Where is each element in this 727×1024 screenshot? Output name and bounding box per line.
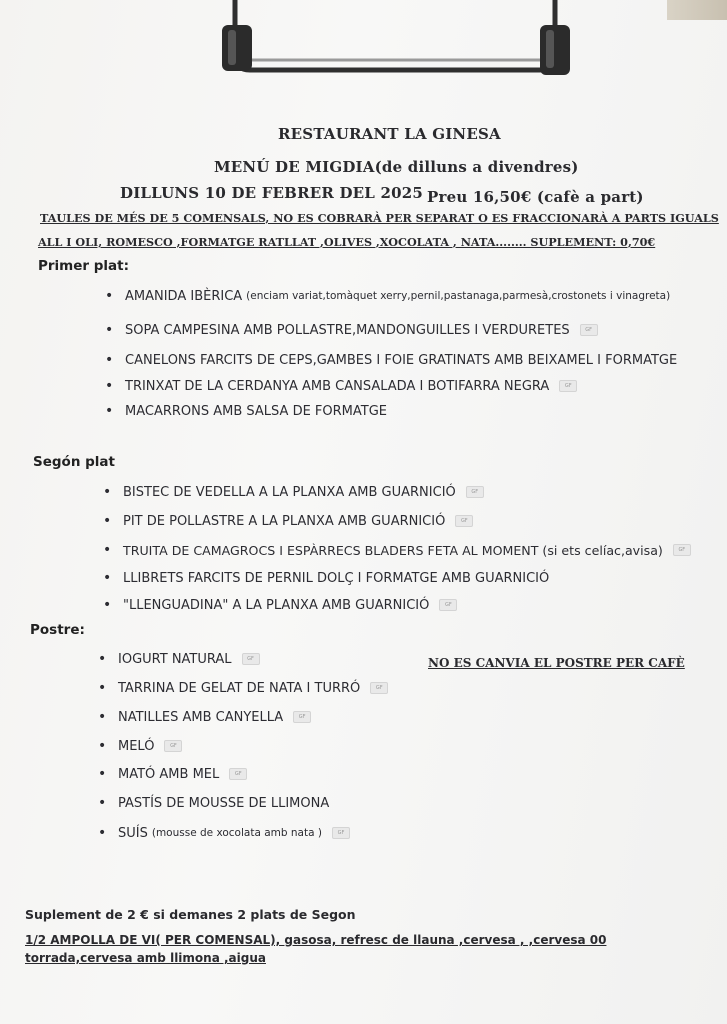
gluten-free-icon: GF <box>293 711 311 723</box>
gluten-free-icon: GF <box>370 682 388 694</box>
menu-date: DILLUNS 10 DE FEBRER DEL 2025 <box>120 184 424 202</box>
list-item: • SOPA CAMPESINA AMB POLLASTRE,MANDONGUILLES I VERDURETES GF <box>105 322 598 338</box>
list-item: • "LLENGUADINA" A LA PLANXA AMB GUARNICIÓ GF <box>103 597 457 613</box>
list-item: • TARRINA DE GELAT DE NATA I TURRÓ GF <box>98 680 388 696</box>
supplement-note: ALL I OLI, ROMESCO ,FORMATGE RATLLAT ,OLIVES ,XOCOLATA , NATA........ SUPLEMENT: 0,70€ <box>38 235 656 249</box>
bullet-icon: • <box>98 651 107 667</box>
bullet-icon: • <box>98 738 107 754</box>
bullet-icon: • <box>98 709 107 725</box>
list-item: • CANELONS FARCITS DE CEPS,GAMBES I FOIE GRATINATS AMB BEIXAMEL I FORMATGE <box>105 352 678 368</box>
menu-price: Preu 16,50€ (cafè a part) <box>427 188 644 206</box>
gluten-free-icon: GF <box>164 740 182 752</box>
list-item: • IOGURT NATURAL GF <box>98 651 260 667</box>
list-item: • BISTEC DE VEDELLA A LA PLANXA AMB GUARNICIÓ GF <box>103 484 484 500</box>
list-item: • MELÓ GF <box>98 738 182 754</box>
bullet-icon: • <box>103 484 112 500</box>
gluten-free-icon: GF <box>229 768 247 780</box>
list-item: • TRINXAT DE LA CERDANYA AMB CANSALADA I BOTIFARRA NEGRA GF <box>105 378 577 394</box>
gluten-free-icon: GF <box>559 380 577 392</box>
gluten-free-icon: GF <box>455 515 473 527</box>
section-postre: Postre: <box>30 622 85 638</box>
menu-title: MENÚ DE MIGDIA(de dilluns a divendres) <box>214 158 579 176</box>
list-item: • MACARRONS AMB SALSA DE FORMATGE <box>105 403 387 419</box>
drinks-line-1: 1/2 AMPOLLA DE VI( PER COMENSAL), gasosa, refresc de llauna ,cervesa , ,cervesa 00 <box>25 933 607 947</box>
bullet-icon: • <box>98 795 107 811</box>
list-item: • MATÓ AMB MEL GF <box>98 766 247 782</box>
list-item: • AMANIDA IBÈRICA (enciam variat,tomàquet xerry,pernil,pastanaga,parmesà,crostonets i vinagreta) <box>105 288 671 304</box>
bullet-icon: • <box>105 403 114 419</box>
section-primer: Primer plat: <box>38 258 130 274</box>
gluten-free-icon: GF <box>439 599 457 611</box>
bullet-icon: • <box>98 680 107 696</box>
gluten-free-icon: GF <box>242 653 260 665</box>
list-item: • NATILLES AMB CANYELLA GF <box>98 709 311 725</box>
bullet-icon: • <box>98 825 107 841</box>
list-item: • LLIBRETS FARCITS DE PERNIL DOLÇ I FORMATGE AMB GUARNICIÓ <box>103 570 550 586</box>
second-course-supplement: Suplement de 2 € si demanes 2 plats de Segon <box>25 907 356 922</box>
bullet-icon: • <box>105 352 114 368</box>
dessert-note: NO ES CANVIA EL POSTRE PER CAFÈ <box>428 656 685 670</box>
bullet-icon: • <box>98 766 107 782</box>
gluten-free-icon: GF <box>332 827 350 839</box>
bullet-icon: • <box>105 322 114 338</box>
gluten-free-icon: GF <box>580 324 598 336</box>
clipboard-clip <box>0 0 727 90</box>
list-item: • TRUITA DE CAMAGROCS I ESPÀRRECS BLADERS FETA AL MOMENT (si ets celíac,avisa) GF <box>103 542 691 558</box>
gluten-free-icon: GF <box>673 544 691 556</box>
restaurant-name: RESTAURANT LA GINESA <box>278 125 501 143</box>
bullet-icon: • <box>103 570 112 586</box>
drinks-line-2: torrada,cervesa amb llimona ,aigua <box>25 951 266 965</box>
list-item: • SUÍS (mousse de xocolata amb nata ) GF <box>98 825 350 841</box>
bullet-icon: • <box>103 597 112 613</box>
bullet-icon: • <box>105 378 114 394</box>
bullet-icon: • <box>105 288 114 304</box>
section-segon: Segón plat <box>33 454 115 470</box>
group-note: TAULES DE MÉS DE 5 COMENSALS, NO ES COBRARÀ PER SEPARAT O ES FRACCIONARÀ A PARTS IGUALS <box>40 211 719 225</box>
bullet-icon: • <box>103 542 112 558</box>
list-item: • PASTÍS DE MOUSSE DE LLIMONA <box>98 795 330 811</box>
list-item: • PIT DE POLLASTRE A LA PLANXA AMB GUARNICIÓ GF <box>103 513 473 529</box>
bullet-icon: • <box>103 513 112 529</box>
gluten-free-icon: GF <box>466 486 484 498</box>
